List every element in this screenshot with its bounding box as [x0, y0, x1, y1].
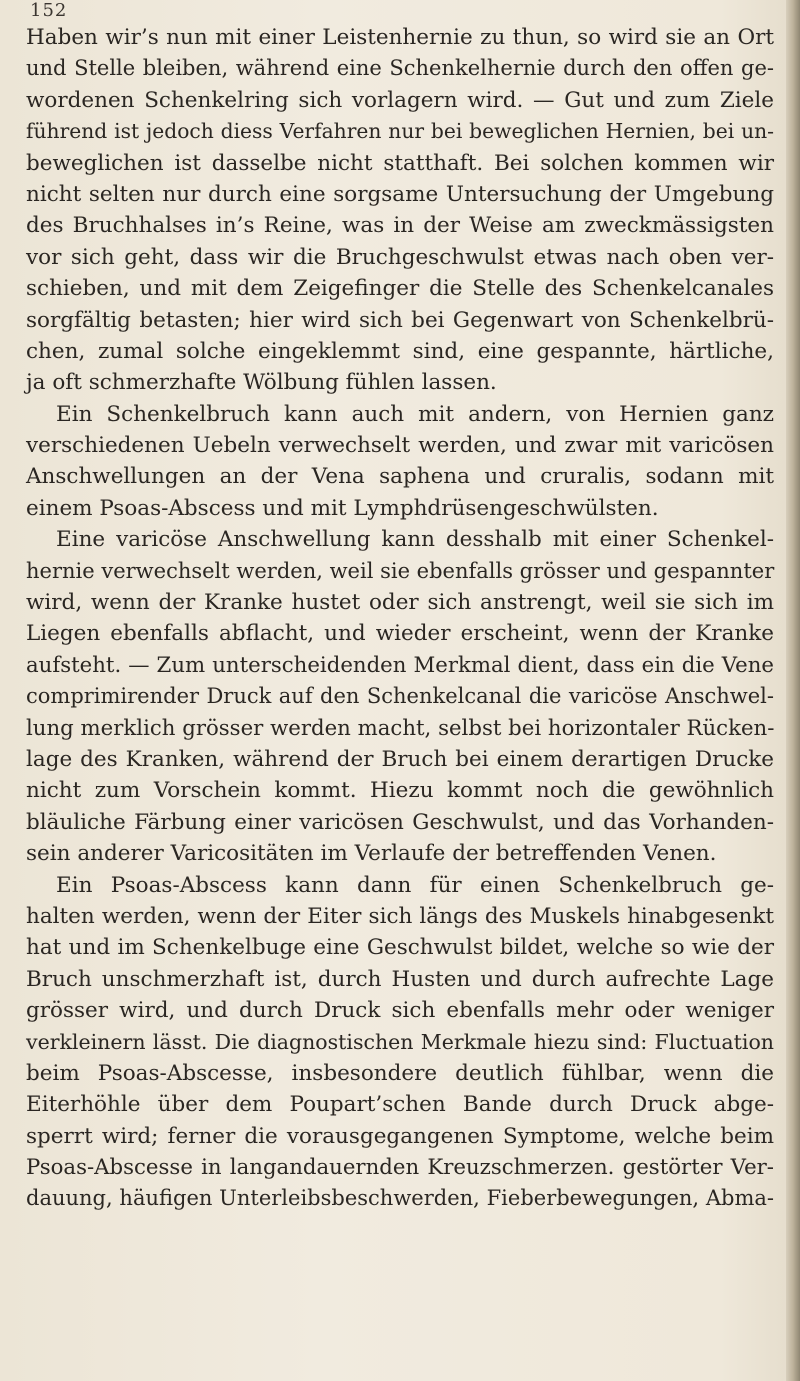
- text-line: chen, zumal solche eingeklemmt sind, eine gespannte, härtliche,: [26, 338, 774, 364]
- text-line: schieben, und mit dem Zeigefinger die Stelle des Schenkelcanales: [26, 276, 774, 302]
- text-line: und Stelle bleiben, während eine Schenkelhernie durch den offen ge-: [26, 56, 774, 81]
- text-line: Anschwellungen an der Vena saphena und cruralis, sodann mit: [26, 464, 774, 490]
- text-line: sorgfältig betasten; hier wird sich bei Gegenwart von Schenkelbrü-: [26, 307, 774, 333]
- text-line: bläuliche Färbung einer varicösen Geschwulst, und das Vorhanden-: [26, 809, 774, 835]
- text-line: dauung, häufigen Unterleibsbeschwerden, Fieberbewegungen, Abma-: [26, 1186, 774, 1211]
- text-line: Ein Psoas-Abscess kann dann für einen Schenkelbruch ge-: [56, 872, 774, 898]
- book-spine-edge: [786, 0, 800, 1381]
- text-line: beweglichen ist dasselbe nicht statthaft. Bei solchen kommen wir: [26, 150, 774, 176]
- text-line: sperrt wird; ferner die vorausgegangenen Symptome, welche beim: [26, 1123, 774, 1149]
- text-line: lung merklich grösser werden macht, selbst bei horizontaler Rücken-: [26, 715, 775, 741]
- text-line: hernie verwechselt werden, weil sie ebenfalls grösser und gespannter: [26, 558, 775, 583]
- text-line: Haben wir’s nun mit einer Leistenhernie zu thun, so wird sie an Ort: [26, 25, 774, 50]
- text-line: lage des Kranken, während der Bruch bei einem derartigen Drucke: [26, 746, 774, 772]
- text-line: Ein Schenkelbruch kann auch mit andern, von Hernien ganz: [56, 401, 774, 427]
- body-text: [26, 22, 774, 1215]
- text-line: grösser wird, und durch Druck sich ebenfalls mehr oder weniger: [26, 998, 774, 1024]
- text-line: ja oft schmerzhafte Wölbung fühlen lassen.: [26, 370, 497, 396]
- text-line: wird, wenn der Kranke hustet oder sich anstrengt, weil sie sich im: [26, 590, 774, 616]
- text-line: Eine varicöse Anschwellung kann desshalb mit einer Schenkel-: [56, 527, 774, 553]
- text-line: verschiedenen Uebeln verwechselt werden, und zwar mit varicösen: [26, 433, 774, 459]
- text-line: aufsteht. — Zum unterscheidenden Merkmal dient, dass ein die Vene: [26, 652, 774, 678]
- text-line: hat und im Schenkelbuge eine Geschwulst bildet, welche so wie der: [26, 935, 774, 961]
- page-number: 152: [30, 0, 68, 21]
- text-line: des Bruchhalses in’s Reine, was in der Weise am zweckmässigsten: [26, 213, 774, 239]
- text-line: verkleinern lässt. Die diagnostischen Merkmale hiezu sind: Fluctuation: [26, 1029, 774, 1054]
- text-line: Bruch unschmerzhaft ist, durch Husten und durch aufrechte Lage: [26, 966, 774, 992]
- text-line: sein anderer Varicositäten im Verlaufe der betreffenden Venen.: [26, 841, 717, 867]
- text-line: comprimirender Druck auf den Schenkelcanal die varicöse Anschwel-: [26, 684, 774, 709]
- text-line: nicht selten nur durch eine sorgsame Untersuchung der Umgebung: [26, 181, 774, 207]
- text-line: Psoas-Abscesse in langandauernden Kreuzschmerzen. gestörter Ver-: [26, 1155, 774, 1181]
- text-line: Liegen ebenfalls abflacht, und wieder erscheint, wenn der Kranke: [26, 621, 774, 647]
- text-line: halten werden, wenn der Eiter sich längs des Muskels hinabgesenkt: [26, 903, 774, 929]
- text-line: führend ist jedoch diess Verfahren nur bei beweglichen Hernien, bei un-: [26, 119, 774, 144]
- text-line: Eiterhöhle über dem Poupart’schen Bande durch Druck abge-: [26, 1092, 774, 1118]
- text-line: beim Psoas-Abscesse, insbesondere deutlich fühlbar, wenn die: [26, 1060, 774, 1086]
- text-line: nicht zum Vorschein kommt. Hiezu kommt noch die gewöhnlich: [26, 778, 774, 804]
- text-line: wordenen Schenkelring sich vorlagern wird. — Gut und zum Ziele: [26, 87, 774, 113]
- text-line: einem Psoas-Abscess und mit Lymphdrüsengeschwülsten.: [26, 495, 659, 521]
- text-line: vor sich geht, dass wir die Bruchgeschwulst etwas nach oben ver-: [26, 244, 774, 270]
